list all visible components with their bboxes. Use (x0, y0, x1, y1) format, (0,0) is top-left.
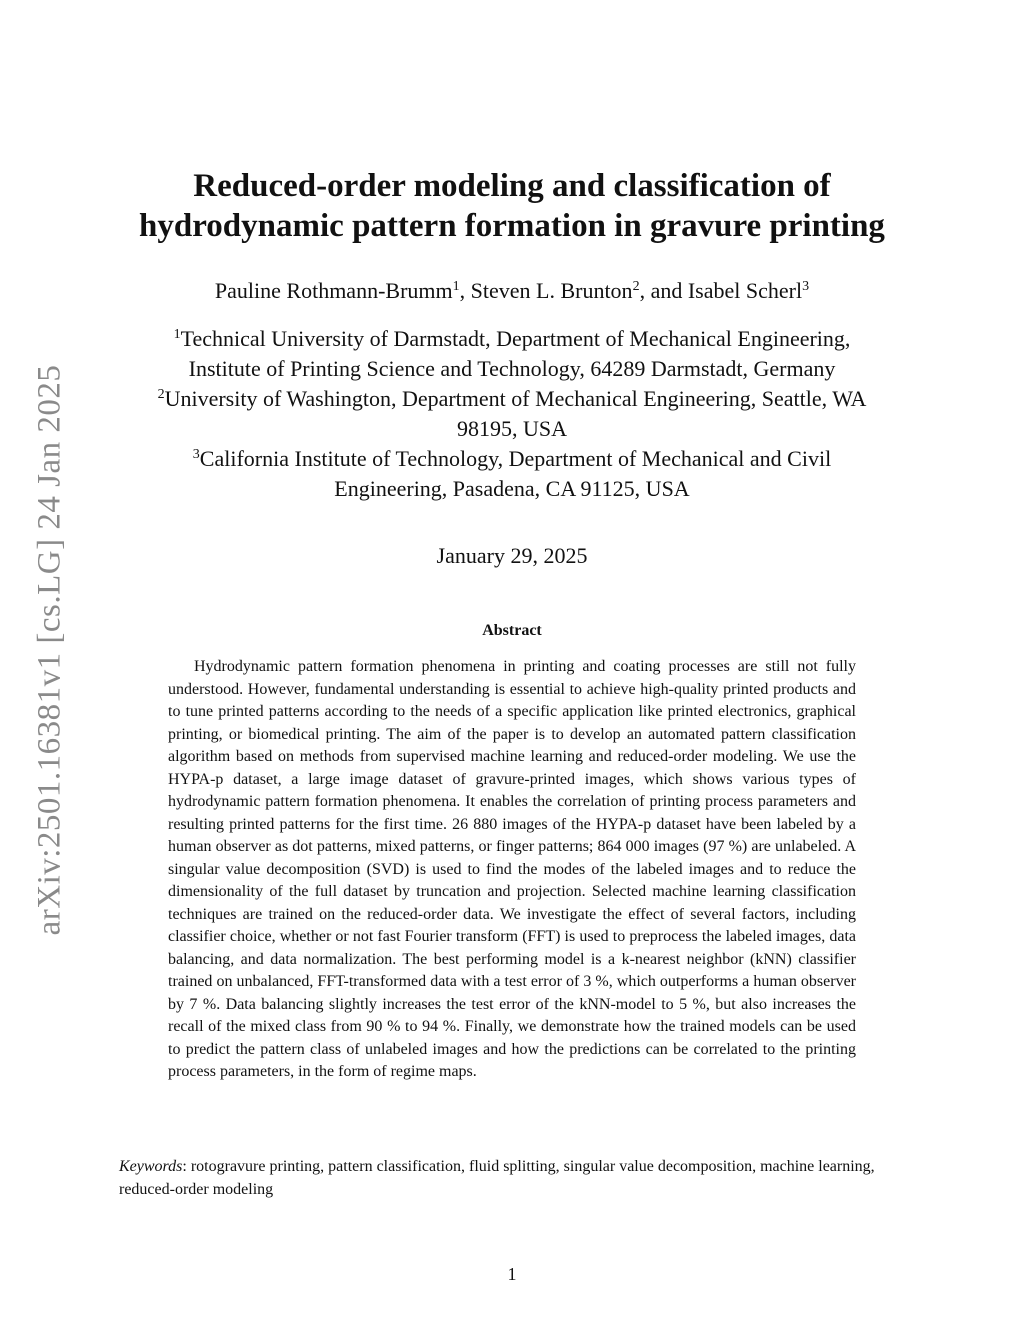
affiliation-text: University of Washington, Department of Mechanical Engineering, Seattle, WA (164, 386, 867, 411)
author-separator: , (459, 278, 471, 303)
affiliation-2-continued: 98195, USA (456, 416, 567, 441)
keywords-label: Keywords (119, 1158, 183, 1175)
affiliation-mark: 2 (157, 387, 165, 402)
affiliation-1-continued: Institute of Printing Science and Technology, 64289 Darmstadt, Germany (188, 356, 836, 381)
affiliation-text: California Institute of Technology, Department of Mechanical and Civil (199, 446, 832, 471)
arxiv-identifier-stamp: arXiv:2501.16381v1 [cs.LG] 24 Jan 2025 (31, 364, 68, 936)
page-number: 1 (507, 1264, 517, 1284)
author-separator: , and (639, 278, 688, 303)
author-affiliation-mark: 1 (452, 279, 460, 294)
author-name: Steven L. Brunton (470, 278, 633, 303)
affiliation-mark: 1 (173, 327, 181, 342)
publication-date: January 29, 2025 (436, 543, 588, 568)
affiliation-2 (90, 384, 934, 414)
affiliation-1 (90, 324, 934, 354)
affiliation-3-continued: Engineering, Pasadena, CA 91125, USA (334, 476, 690, 501)
keywords-text: : rotogravure printing, pattern classification, fluid splitting, singular value decomposition, machine learning, reduced-order modeling (119, 1158, 875, 1198)
author-affiliation-mark: 2 (632, 279, 640, 294)
affiliation-mark: 3 (192, 447, 200, 462)
paper-title (100, 166, 924, 246)
author-name: Pauline Rothmann-Brumm (214, 278, 453, 303)
keywords (119, 1155, 909, 1201)
abstract-heading: Abstract (482, 622, 542, 639)
affiliation-3 (90, 444, 934, 474)
affiliation-text: Technical University of Darmstadt, Department of Mechanical Engineering, (180, 326, 851, 351)
title-line-2: hydrodynamic pattern formation in gravure printing (139, 208, 885, 244)
title-line-1: Reduced-order modeling and classification of (193, 168, 831, 204)
author-list (100, 276, 924, 306)
author-name: Isabel Scherl (687, 278, 803, 303)
abstract-text: Hydrodynamic pattern formation phenomena in printing and coating processes are still not fully understood. However, fundamental understanding is essential to achieve high-quality printed products and to tune printed patterns according to the needs of a specific application like printed electronics, graphical printing, or biomedical printing. The aim of the paper is to develop an automated pattern classification algorithm based on methods from supervised machine learning and reduced-order modeling. We use the HYPA-p dataset, a large image dataset of gravure-printed images, which shows various types of hydrodynamic pattern formation phenomena. It enables the correlation of printing process parameters and resulting printed patterns for the first time. 26 880 images of the HYPA-p dataset have been labeled by a human observer as dot patterns, mixed patterns, or finger patterns; 864 000 images (97 %) are unlabeled. A singular value decomposition (SVD) is used to find the modes of the labeled images and to reduce the dimensionality of the full dataset by truncation and projection. Selected machine learning classification techniques are trained on the reduced-order data. We investigate the effect of several factors, including classifier choice, whether or not fast Fourier transform (FFT) is used to preprocess the labeled images, data balancing, and data normalization. The best performing model is a k-nearest neighbor (kNN) classifier trained on unbalanced, FFT-transformed data with a test error of 3 %, which outperforms a human observer by 7 %. Data balancing slightly increases the test error of the kNN-model to 5 %, but also increases the recall of the mixed class from 90 % to 94 %. Finally, we demonstrate how the trained models can be used to predict the pattern class of unlabeled images and how the predictions can be correlated to the printing process parameters, in the form of regime maps. (168, 658, 856, 1080)
author-affiliation-mark: 3 (802, 279, 810, 294)
affiliation-list (90, 324, 934, 504)
